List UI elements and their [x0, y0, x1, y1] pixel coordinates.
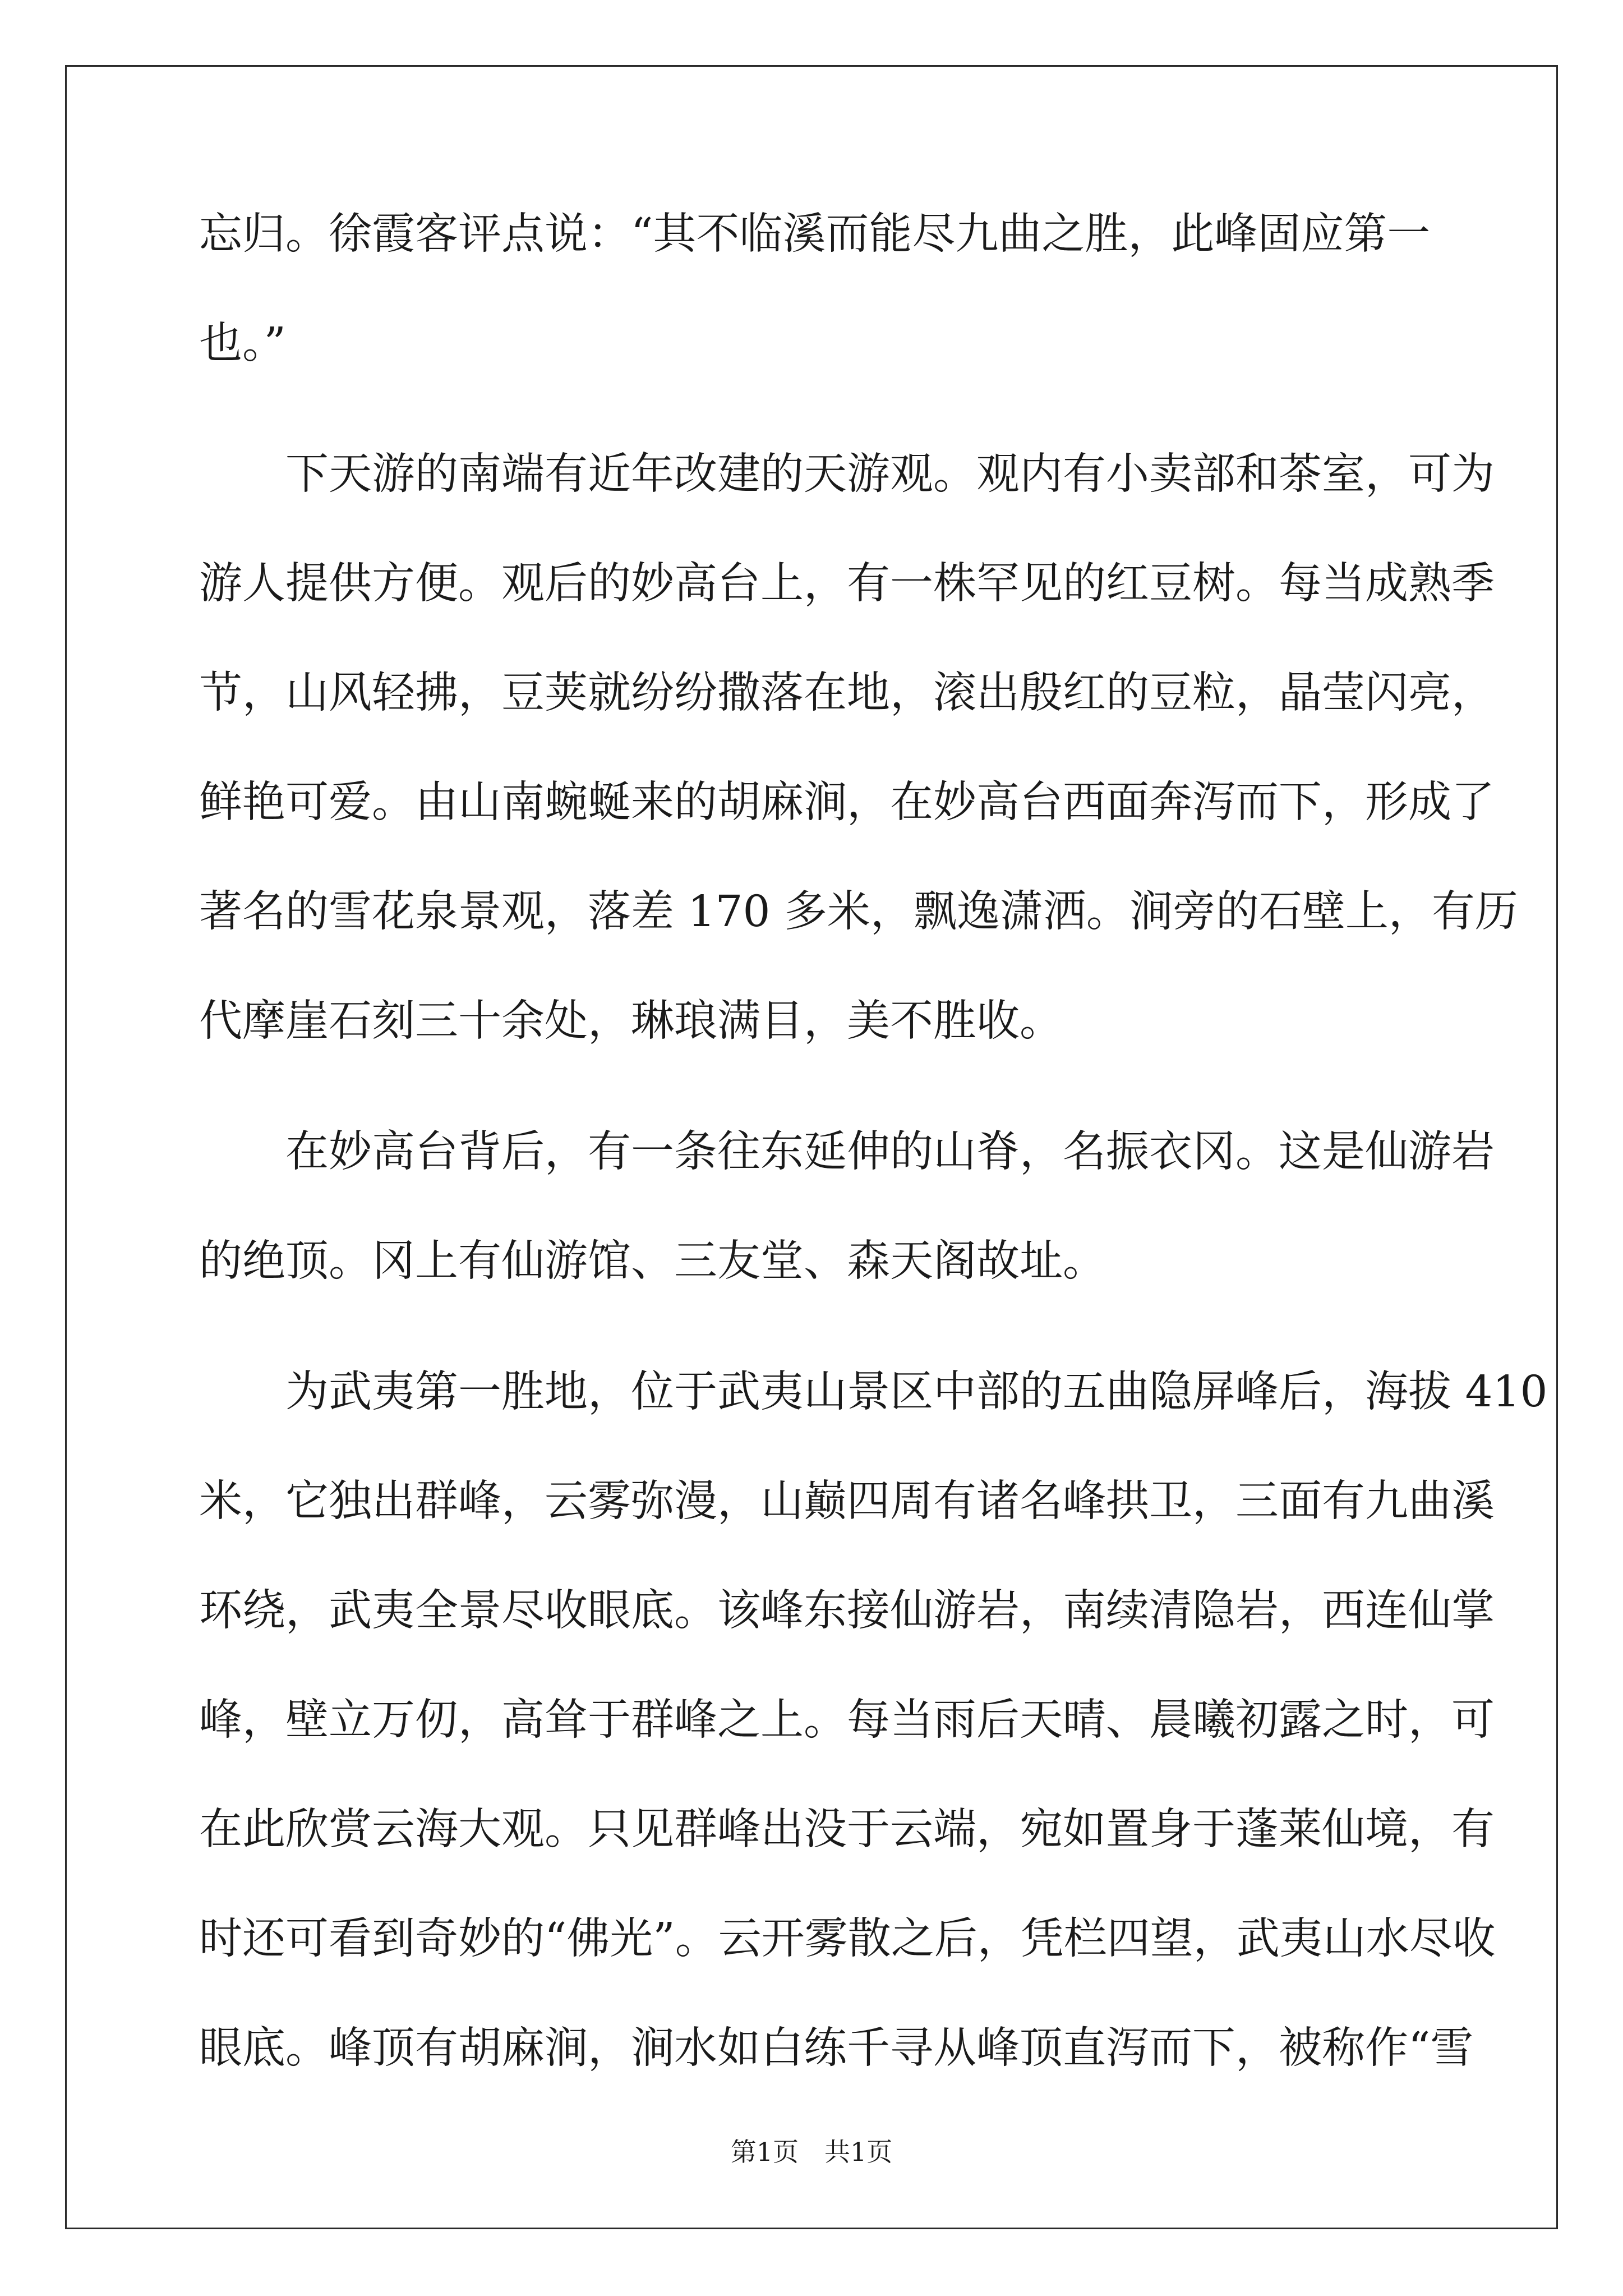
text-line: 代摩崖石刻三十余处，琳琅满目，美不胜收。 — [199, 996, 1063, 1046]
text-line: 也。” — [199, 319, 286, 369]
text-line: 鲜艳可爱。由山南蜿蜒来的胡麻涧，在妙高台西面奔泻而下，形成了 — [199, 777, 1495, 827]
text-line: 下天游的南端有近年改建的天游观。观内有小卖部和茶室，可为 — [199, 449, 1495, 499]
text-line: 为武夷第一胜地，位于武夷山景区中部的五曲隐屏峰后，海拔 410 — [199, 1367, 1548, 1417]
text-line: 节，山风轻拂，豆荚就纷纷撒落在地，滚出殷红的豆粒，晶莹闪亮， — [199, 668, 1495, 718]
text-line: 环绕，武夷全景尽收眼底。该峰东接仙游岩，南续清隐岩，西连仙掌 — [199, 1586, 1495, 1636]
text-line: 在妙高台背后，有一条往东延伸的山脊，名振衣冈。这是仙游岩 — [199, 1127, 1495, 1177]
text-line: 在此欣赏云海大观。只见群峰出没于云端，宛如置身于蓬莱仙境，有 — [199, 1805, 1495, 1855]
text-line: 著名的雪花泉景观，落差 170 多米，飘逸潇洒。涧旁的石壁上，有历 — [199, 887, 1518, 937]
text-line: 的绝顶。冈上有仙游馆、三友堂、森天阁故址。 — [199, 1236, 1106, 1286]
text-line: 峰，壁立万仞，高耸于群峰之上。每当雨后天晴、晨曦初露之时，可 — [199, 1695, 1495, 1745]
text-line: 游人提供方便。观后的妙高台上，有一株罕见的红豆树。每当成熟季 — [199, 559, 1495, 609]
text-line: 米，它独出群峰，云雾弥漫，山巅四周有诸名峰拱卫，三面有九曲溪 — [199, 1476, 1495, 1526]
text-line: 眼底。峰顶有胡麻涧，涧水如白练千寻从峰顶直泻而下，被称作“雪 — [199, 2023, 1474, 2073]
text-line: 时还可看到奇妙的“佛光”。云开雾散之后，凭栏四望，武夷山水尽收 — [199, 1914, 1496, 1964]
page-footer: 第1页 共1页 — [730, 2137, 893, 2167]
text-line: 忘归。徐霞客评点说：“其不临溪而能尽九曲之胜，此峰固应第一 — [199, 209, 1431, 259]
